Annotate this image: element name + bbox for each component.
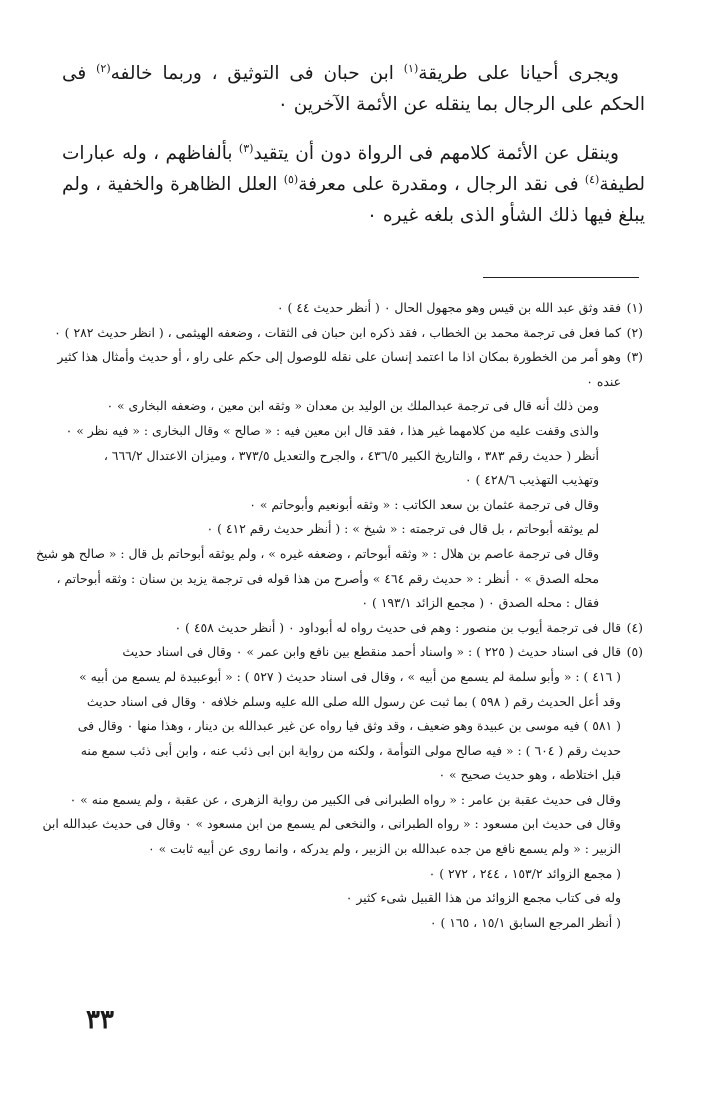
footnote-line: حديث رقم ( ٦٠٤ ) : « فيه صالح مولى التوأمة ، ولكنه من رواية ابن ابى ذئب عنه ، وابن أبى ذئب سمع منه — [80, 742, 621, 758]
footnote-line: الزبير : « ولم يسمع نافع من جده عبدالله بن الزبير ، ولم يدركه ، وانما روى عن أبيه ثابت » ٠ — [148, 841, 621, 857]
footnote-line: والذى وقفت عليه من كلامهما غير هذا ، فقد قال ابن معين فيه : « صالح » وقال البخارى : « فيه نظر » ٠ — [65, 422, 599, 438]
footnote-number: (٣) — [626, 349, 643, 365]
footnote-line: قبل اختلاطه ، وهو حديث صحيح » ٠ — [438, 767, 621, 783]
footnote-line: ( مجمع الزوائد ١٥٣/٢ ، ٢٤٤ ، ٢٧٢ ) ٠ — [428, 865, 621, 881]
footnote-line: فقد وثق عبد الله بن قيس وهو مجهول الحال ٠ ( أنظر حديث ٤٤ ) ٠ — [276, 300, 621, 315]
main-text — [62, 58, 645, 249]
main-paragraph-1: ويجرى أحيانا على طريقة$^{(١)}$ ابن حبان فى التوثيق ، وربما خالفه$^{(٢)}$ فى الحكم على الرجال بما ينقله عن الأئمة الآخرين ٠ — [62, 61, 645, 115]
footnote-line: وهو أمر من الخطورة بمكان اذا ما اعتمد إنسان على نقله للوصول إلى حكم على راو ، أو حديث وأمثال هذا كثير — [57, 349, 621, 365]
footnote-line: ( ٤١٦ ) : « وأبو سلمة لم يسمع من أبيه » ، وقال فى اسناد حديث ( ٥٢٧ ) : « أبوعبيدة لم يسمع من أبيه » — [79, 668, 621, 684]
footnote-4 — [60, 616, 643, 641]
main-paragraph-2: وينقل عن الأئمة كلامهم فى الرواة دون أن يتقيد$^{(٣)}$ بألفاظهم ، وله عبارات لطيفة$^{(٤)}$ فى نقد الرجال ، ومقدرة على معرفة$^{(٥)}$ العلل الظاهرة والخفية ، ولم يبلغ فيها ذلك الشأو الذى بلغه غيره ٠ — [62, 141, 645, 226]
footnote-line: وقال فى ترجمة عثمان بن سعد الكاتب : « وثقه أبونعيم وأبوحاتم » ٠ — [249, 496, 599, 512]
footnote-line: وقال فى حديث ابن مسعود : « رواه الطبرانى ، والنخعى لم يسمع من ابن مسعود » ٠ وقال فى حديث عبدالله ابن — [42, 816, 621, 832]
footnote-number: (٤) — [626, 619, 643, 635]
footnote-1 — [60, 296, 643, 321]
footnote-ref-5[interactable]: (٥) — [283, 172, 299, 186]
footnote-separator — [483, 277, 639, 278]
footnote-line: قال فى ترجمة أيوب بن منصور : وهم فى حديث رواه له أبوداود ٠ ( أنظر حديث ٤٥٨ ) ٠ — [174, 619, 621, 635]
footnote-ref-3[interactable]: (٣) — [238, 141, 254, 155]
footnote-ref-1[interactable]: (١) — [403, 61, 419, 75]
footnote-number: (٥) — [626, 644, 643, 660]
footnote-line: كما فعل فى ترجمة محمد بن الخطاب ، فقد ذكره ابن حبان فى الثقات ، وضعفه الهيثمى ، ( انظر حديث ٢٨٢ ) ٠ — [54, 324, 621, 340]
footnotes — [35, 296, 643, 935]
footnote-line: وقد أعل الحديث رقم ( ٥٩٨ ) بما ثبت عن رسول الله صلى الله عليه وسلم خلافه ٠ وقال فى اسناد حديث — [86, 693, 621, 709]
footnote-line: وقال فى حديث عقبة بن عامر : « رواه الطبرانى فى الكبير من رواية الزهرى ، عن عقبة ، ولم يسمع منه » ٠ — [69, 791, 621, 807]
footnote-line: عنده ٠ — [586, 373, 621, 389]
footnote-line: ( ٥٨١ ) فيه موسى بن عبيدة وهو ضعيف ، وقد وثق فيا رواه عن غير عبدالله بن دينار ، وهذا منها ٠ وقال فى — [77, 718, 621, 734]
footnote-line: محله الصدق » ٠ أنظر : « حديث رقم ٤٦٤ » وأصرح من هذا قوله فى ترجمة يزيد بن سنان : وثقه أبوحاتم ، — [56, 570, 599, 586]
footnote-2 — [54, 321, 643, 346]
footnote-line: ( أنظر المرجع السابق ١٥/١ ، ١٦٥ ) ٠ — [429, 914, 621, 930]
footnote-5 — [42, 640, 643, 935]
footnote-line: قال فى اسناد حديث ( ٢٢٥ ) : « واسناد أحمد منقطع بين نافع وابن عمر » ٠ وقال فى اسناد حديث — [122, 644, 621, 660]
footnote-line: ومن ذلك أنه قال فى ترجمة عبدالملك بن الوليد بن معدان « وثقه ابن معين ، وضعفه البخارى » ٠ — [106, 398, 599, 414]
footnote-3-examples — [35, 394, 621, 615]
footnote-line: وقال فى ترجمة عاصم بن هلال : « وثقه أبوحاتم ، وضعفه غيره » ، ولم يوثقه أبوحاتم بل قال : « صالح هو شيخ — [35, 545, 599, 561]
footnote-number: (١) — [626, 300, 643, 315]
footnote-line: أنظر ( حديث رقم ٣٨٣ ، والتاريخ الكبير ٤٣٦/٥ ، والجرح والتعديل ٣٧٣/٥ ، وميزان الاعتدال ٦٦٦/٢ ، — [103, 447, 599, 463]
footnote-3 — [35, 345, 643, 616]
footnote-line: وتهذيب التهذيب ٤٢٨/٦ ) ٠ — [464, 472, 599, 488]
footnote-line: وله فى كتاب مجمع الزوائد من هذا القبيل شىء كثير ٠ — [345, 890, 621, 906]
footnote-ref-2[interactable]: (٢) — [96, 61, 111, 75]
page-number: ٣٣ — [86, 1005, 114, 1035]
footnote-line: لم يوثقه أبوحاتم ، بل قال فى ترجمته : « شيخ » : ( أنظر حديث رقم ٤١٢ ) ٠ — [206, 521, 599, 537]
footnote-line: فقال : محله الصدق ٠ ( مجمع الزائد ١٩٣/١ ) ٠ — [361, 595, 599, 611]
footnote-ref-4[interactable]: (٤) — [584, 172, 600, 186]
footnote-number: (٢) — [626, 324, 643, 340]
